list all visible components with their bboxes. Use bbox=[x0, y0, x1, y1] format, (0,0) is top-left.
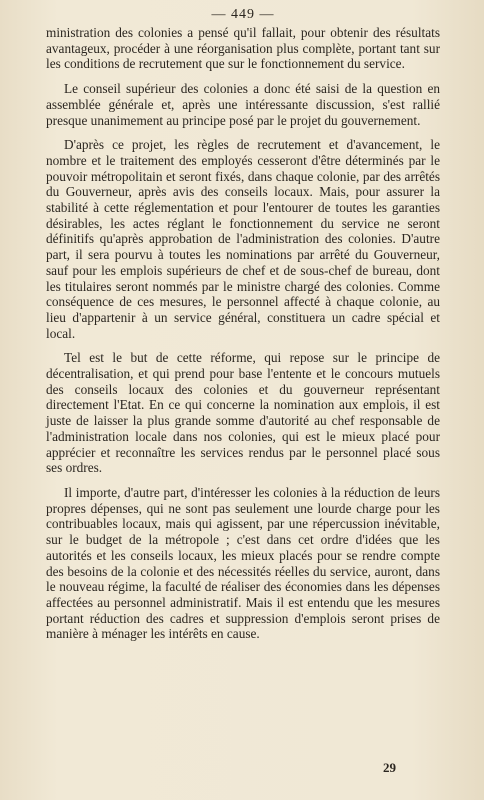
paragraph-conseil: Le conseil supérieur des colonies a donc été saisi de la question en assemblée générale et, après une intéressante discussion, s'est rallié presque unanimement au principe posé par le projet du gouvernement. bbox=[46, 81, 440, 128]
body-text bbox=[46, 25, 440, 642]
page-number-header: — 449 — bbox=[211, 7, 275, 22]
paragraph-continuation: ministration des colonies a pensé qu'il fallait, pour obtenir des résultats avantageux, procéder à une réorganisation plus complète, portant tant sur les conditions de recrutement que sur le fonctionnement du service. bbox=[46, 25, 440, 72]
paragraph-depenses: Il importe, d'autre part, d'intéresser les colonies à la réduction de leurs propres dépenses, qui ne sont pas seulement une lourde charge pour les contribuables locaux, mais qui agissent, par une répercussion inévitable, sur le budget de la métropole ; c'est dans cet ordre d'idées que les autorités et les conseils locaux, les mieux placés pour se rendre compte des besoins de la colonie et des nécessités réelles du service, auront, dans le nouveau régime, la faculté de réaliser des économies dans les dépenses affectées au personnel administratif. Mais il est entendu que les mesures portant réduction des cadres et suppression d'emplois seront prises de manière à ménager les intérêts en cause. bbox=[46, 484, 440, 642]
paragraph-projet: D'après ce projet, les règles de recrutement et d'avancement, le nombre et le traitement des employés cesseront d'être déterminés par le pouvoir métropolitain et seront fixés, dans chaque colonie, par des arrêtés du Gouverneur, après avis des conseils locaux. Mais, pour assurer la stabilité à cette réglementation et pour l'entourer de toutes les garanties désirables, les actes réglant le fonctionnement du service ne seront définitifs qu'après approbation de l'administration des colonies. D'autre part, il sera pourvu à toutes les nominations par arrêté du Gouverneur, sauf pour les emplois supérieurs de chef et de sous-chef de bureau, dont les titulaires seront nommés par le ministre chargé des colonies. Comme conséquence de ces mesures, le personnel affecté à chaque colonie, au lieu d'appartenir à un service général, constituera un cadre spécial et local. bbox=[46, 137, 440, 341]
signature-mark: 29 bbox=[383, 760, 396, 775]
paragraph-reforme: Tel est le but de cette réforme, qui repose sur le principe de décentralisation, et qui prend pour base l'entente et le concours mutuels des conseils locaux des colonies et du gouverneur représentant directement l'Etat. En ce qui concerne la nomination aux emplois, il est juste de laisser la plus grande somme d'autorité au chef responsable de l'administration locale dans nos colonies, qui est le mieux placé pour apprécier et reconnaître les services rendus par le personnel placé sous ses ordres. bbox=[46, 350, 440, 476]
